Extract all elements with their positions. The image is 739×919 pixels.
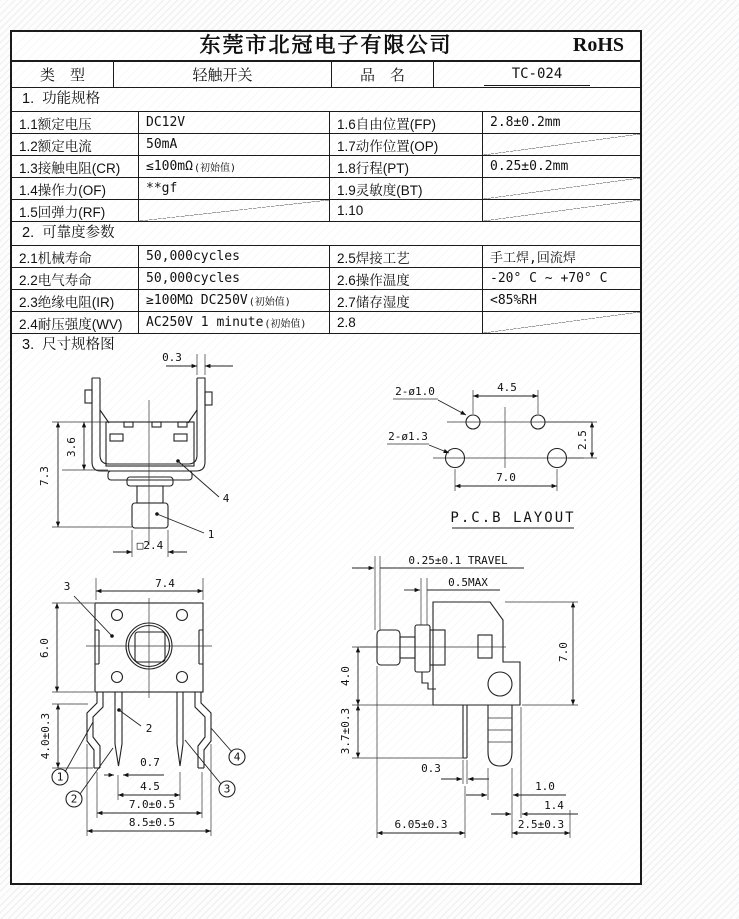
param-cell: 1.10: [330, 200, 483, 221]
type-label: 类 型: [12, 62, 114, 87]
param-cell: 2.1机械寿命: [12, 246, 139, 267]
param-cell: 2.7储存湿度: [330, 290, 483, 311]
pin-number-4: 4: [233, 750, 241, 764]
dim-side-height: 7.0: [557, 642, 570, 662]
product-name-label: 品 名: [332, 62, 434, 87]
param-cell: 2.6操作温度: [330, 268, 483, 289]
label-3: 3: [63, 580, 71, 593]
spec-row: [12, 112, 640, 134]
value-cell: DC12V: [139, 112, 330, 133]
value-cell: 50,000cycles: [139, 268, 330, 289]
callout-large-holes: 2-ø1.3: [388, 430, 428, 443]
dim-tab-width: 1.0: [535, 780, 555, 793]
dimension-drawings: [12, 351, 640, 883]
value-cell: **gf: [139, 178, 330, 199]
value-cell: ≤100mΩ (初始值): [139, 156, 330, 177]
dim-overall-width: 8.5±0.5: [128, 816, 176, 829]
dim-side-upper: 4.0: [339, 666, 352, 686]
param-cell: 1.4操作力(OF): [12, 178, 139, 199]
dim-pin-width: 0.7: [140, 756, 160, 769]
dim-pcb-bottom-pitch: 7.0: [496, 471, 516, 484]
label-stem: 1: [207, 528, 215, 541]
spec-row: [12, 312, 640, 334]
spec-row: [12, 156, 640, 178]
value-cell: <85%RH: [490, 293, 537, 308]
label-cover: 4: [222, 492, 230, 505]
section-3-heading: 3. 尺寸规格图: [22, 337, 115, 353]
pin-number-1: 1: [56, 770, 64, 784]
rohs-mark: RoHS: [572, 34, 624, 56]
section-2-heading: 2. 可靠度参数: [12, 222, 640, 246]
pcb-layout-drawing: [375, 372, 605, 532]
company-name: 东莞市北冠电子有限公司: [199, 34, 453, 57]
value-cell: 50mA: [139, 134, 330, 155]
dim-top-width: 7.4: [155, 577, 175, 590]
value-cell: -20° C ~ +70° C: [490, 271, 608, 286]
dim-front-top: 0.3: [162, 351, 182, 364]
dim-pin-offset: 2.5±0.3: [517, 818, 565, 831]
side-view-drawing: [333, 548, 592, 842]
param-cell: 2.2电气寿命: [12, 268, 139, 289]
value-cell-empty: [483, 178, 640, 199]
dim-leg-length: 4.0±0.3: [39, 712, 52, 760]
spec-row: [12, 200, 640, 222]
dim-max: 0.5MAX: [448, 576, 488, 589]
meta-row: [12, 62, 640, 88]
param-cell: 1.7动作位置(OP): [330, 134, 483, 155]
spec-row: [12, 178, 640, 200]
title-row: [12, 32, 640, 62]
param-cell: 1.1额定电压: [12, 112, 139, 133]
pcb-layout-caption: P.C.B LAYOUT: [450, 510, 576, 526]
product-code: TC-024: [484, 63, 591, 86]
value-cell-empty: [483, 134, 640, 155]
value-cell-empty: [483, 200, 640, 221]
param-cell: 1.3接触电阻(CR): [12, 156, 139, 177]
dim-body-depth: 6.05±0.3: [394, 818, 448, 831]
dim-pin-pitch: 4.5: [140, 780, 160, 793]
datasheet-page: [10, 30, 642, 885]
dim-edge-offset: 1.4: [544, 799, 564, 812]
dim-front-outer: 7.3: [38, 466, 51, 486]
spec-row: [12, 134, 640, 156]
spec-row: [12, 268, 640, 290]
dim-pcb-row-gap: 2.5: [576, 430, 589, 450]
dim-leg-pitch: 7.0±0.5: [128, 798, 176, 811]
value-cell: 0.25±0.2mm: [490, 159, 569, 174]
param-cell: 1.9灵敏度(BT): [330, 178, 483, 199]
param-cell: 2.4耐压强度(WV): [12, 312, 139, 333]
pin-number-2: 2: [70, 792, 78, 806]
param-cell: 2.5焊接工艺: [330, 246, 483, 267]
section-1-heading: 1. 功能规格: [12, 88, 640, 112]
dim-pin-length: 3.7±0.3: [339, 707, 352, 755]
param-cell: 1.5回弹力(RF): [12, 200, 139, 221]
dim-top-height: 6.0: [38, 638, 51, 658]
value-cell: 2.8±0.2mm: [490, 115, 561, 130]
param-cell: 1.8行程(PT): [330, 156, 483, 177]
param-cell: 2.3绝缘电阻(IR): [12, 290, 139, 311]
spec-row: [12, 246, 640, 268]
spec-row: [12, 290, 640, 312]
type-value: 轻触开关: [114, 62, 332, 87]
dim-pcb-top-pitch: 4.5: [497, 381, 517, 394]
value-cell: 50,000cycles: [139, 246, 330, 267]
dim-stem-square: □2.4: [136, 539, 164, 552]
dim-front-inner: 3.6: [65, 437, 78, 457]
label-2: 2: [145, 722, 153, 735]
value-cell: ≥100MΩ DC250V (初始值): [139, 290, 330, 311]
value-cell-empty: [483, 312, 640, 333]
top-view-drawing: [38, 572, 262, 842]
param-cell: 1.2额定电流: [12, 134, 139, 155]
dim-travel: 0.25±0.1 TRAVEL: [408, 554, 508, 567]
value-cell: AC250V 1 minute (初始值): [139, 312, 330, 333]
param-cell: 2.8: [330, 312, 483, 333]
front-view-drawing: [38, 350, 250, 574]
pin-number-3: 3: [223, 782, 231, 796]
value-cell-empty: [139, 200, 330, 221]
dim-pin-thickness: 0.3: [421, 762, 441, 775]
value-cell: 手工焊,回流焊: [490, 251, 576, 266]
product-code-cell: [434, 62, 640, 87]
param-cell: 1.6自由位置(FP): [330, 112, 483, 133]
callout-small-holes: 2-ø1.0: [395, 385, 435, 398]
